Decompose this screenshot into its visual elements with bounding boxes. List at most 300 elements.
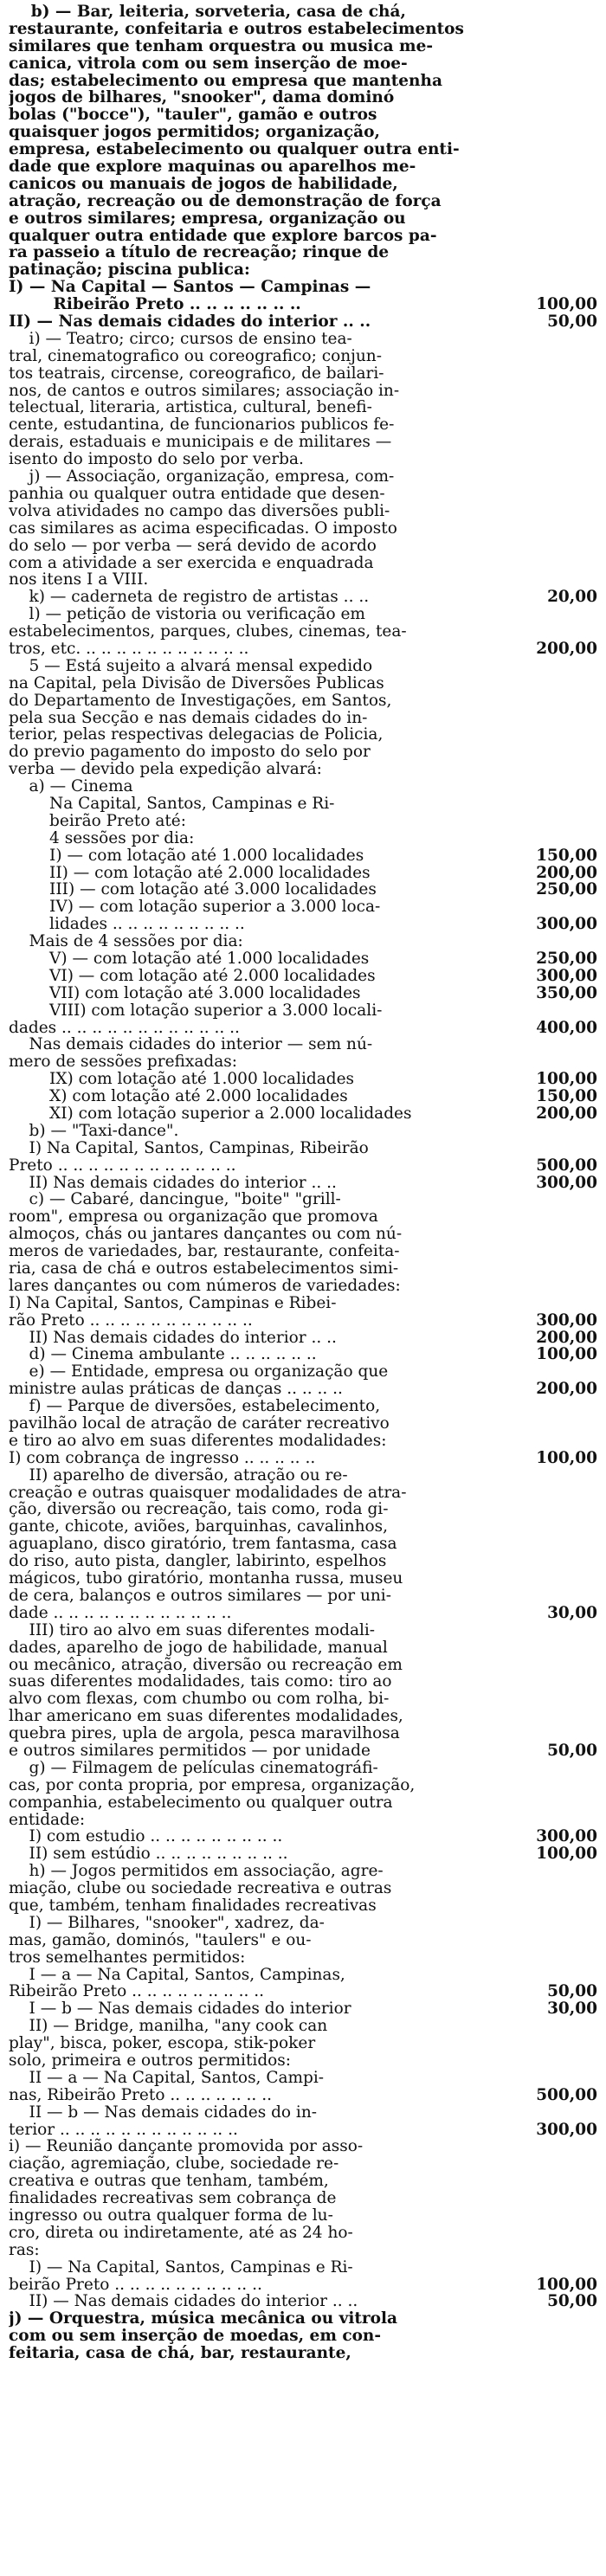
text-line (9, 2190, 597, 2207)
text-line (9, 898, 597, 916)
line-text: dade .. .. .. .. .. .. .. .. .. .. .. .. (9, 1604, 232, 1622)
text-line (9, 1708, 597, 1725)
line-text: nos itens I a VIII. (9, 571, 149, 589)
fee-value: 300,00 (536, 967, 597, 985)
line-text: 4 sessões por dia: (9, 829, 195, 847)
line-text: canicos ou manuais de jogos de habilidade, (9, 175, 398, 193)
line-text: II) — com lotação até 2.000 localidades (9, 864, 371, 882)
line-text: atração, recreação ou de demonstração de força (9, 192, 442, 210)
line-text: Ribeirão Preto .. .. .. .. .. .. .. (9, 296, 301, 314)
text-line (9, 2104, 597, 2122)
text-line (9, 313, 597, 331)
text-line (9, 1690, 597, 1708)
text-line (9, 55, 597, 73)
text-line (9, 348, 597, 365)
line-text: d) — Cinema ambulante .. .. .. .. .. .. (9, 1346, 317, 1364)
line-text: pavilhão local de atração de caráter recreativo (9, 1415, 390, 1433)
text-line (9, 1673, 597, 1690)
line-text: ras: (9, 2241, 40, 2259)
text-line (9, 1967, 597, 1984)
text-line (9, 261, 597, 279)
text-line (9, 1433, 597, 1450)
text-line (9, 1123, 597, 1140)
line-text: volva atividades no campo das diversões publi- (9, 502, 390, 520)
line-text: b) — Bar, leiteria, sorveteria, casa de chá, (9, 3, 406, 21)
fee-value: 300,00 (536, 1828, 597, 1846)
line-text: k) — caderneta de registro de artistas .. .. (9, 589, 370, 607)
text-line (9, 778, 597, 795)
fee-value: 100,00 (536, 1071, 597, 1089)
text-line (9, 1828, 597, 1845)
line-text: IX) com lotação até 1.000 localidades (9, 1071, 355, 1089)
line-text: aguaplano, disco giratório, trem fantasma, casa (9, 1536, 397, 1554)
line-text: terior, pelas respectivas delegacias de Policia, (9, 726, 384, 744)
line-text: room", empresa ou organização que promova (9, 1208, 378, 1227)
fee-value: 200,00 (536, 1329, 597, 1347)
line-text: beirão Preto .. .. .. .. .. .. .. .. .. .. (9, 2276, 262, 2294)
text-line (9, 2173, 597, 2190)
fee-value: 50,00 (547, 313, 597, 331)
line-text: do selo — por verba — será devido de acordo (9, 537, 377, 555)
text-line (9, 38, 597, 55)
text-line (9, 2052, 597, 2070)
line-text: ra passeio a título de recreação; rinque de (9, 244, 390, 262)
text-line (9, 1071, 597, 1088)
text-line (9, 520, 597, 538)
text-line (9, 124, 597, 141)
text-line (9, 365, 597, 383)
line-text: cente, estudantina, de funcionarios publicos fe- (9, 416, 395, 435)
text-line (9, 1863, 597, 1880)
text-line (9, 1157, 597, 1175)
fee-value: 30,00 (547, 2000, 597, 2019)
line-text: finalidades recreativas sem cobrança de (9, 2190, 337, 2207)
line-text: isento do imposto do selo por verba. (9, 451, 304, 469)
line-text: Na Capital, Santos, Campinas e Ri- (9, 795, 335, 813)
line-text: I — a — Na Capital, Santos, Campinas, (9, 1966, 345, 1984)
text-line (9, 795, 597, 813)
text-line (9, 1501, 597, 1518)
text-line (9, 2328, 597, 2345)
line-text: e outros similares; empresa, organização ou (9, 209, 406, 228)
line-text: VII) com lotação até 3.000 localidades (9, 984, 361, 1002)
line-text: XI) com lotação superior a 2.000 localidades (9, 1105, 412, 1123)
text-line (9, 2225, 597, 2242)
line-text: 5 — Está sujeito a alvará mensal expedido (9, 657, 373, 675)
text-line (9, 710, 597, 727)
text-line (9, 2000, 597, 2018)
fee-value: 200,00 (536, 1381, 597, 1399)
text-line (9, 1639, 597, 1657)
fee-value: 50,00 (547, 1742, 597, 1760)
line-text: ria, casa de chá e outros estabelecimentos simi- (9, 1260, 399, 1278)
text-line (9, 21, 597, 38)
text-line (9, 1175, 597, 1192)
text-line (9, 1812, 597, 1829)
text-line (9, 571, 597, 589)
line-text: cas, por conta propria, por empresa, organização, (9, 1776, 416, 1794)
text-line (9, 1002, 597, 1020)
text-line (9, 1605, 597, 1622)
line-text: quaisquer jogos permitidos; organização, (9, 124, 380, 142)
line-text: e tiro ao alvo em suas diferentes modalidades: (9, 1432, 387, 1450)
text-line (9, 2122, 597, 2139)
line-text: I) com cobrança de ingresso .. .. .. .. .. (9, 1449, 316, 1467)
fee-value: 250,00 (536, 881, 597, 899)
line-text: I) Na Capital, Santos, Campinas e Ribei- (9, 1294, 337, 1312)
text-line (9, 468, 597, 486)
line-text: dades, aparelho de jogo de habilidade, manual (9, 1639, 388, 1657)
text-line (9, 1880, 597, 1897)
line-text: IV) — com lotação superior a 3.000 loca- (9, 898, 381, 917)
line-text: mas, gamão, dominós, "taulers" e ou- (9, 1931, 312, 1949)
line-text: ministre aulas práticas de danças .. .. .. .. (9, 1381, 343, 1399)
text-line (9, 623, 597, 641)
text-line (9, 2242, 597, 2259)
line-text: Mais de 4 sessões por dia: (9, 933, 243, 950)
line-text: beirão Preto até: (9, 812, 186, 830)
text-line (9, 933, 597, 950)
fee-value: 300,00 (536, 2121, 597, 2139)
line-text: miação, clube ou sociedade recreativa e outras (9, 1880, 392, 1897)
text-line (9, 1381, 597, 1398)
line-text: feitaria, casa de chá, bar, restaurante, (9, 2345, 351, 2363)
fee-value: 100,00 (536, 1845, 597, 1864)
line-text: ou mecânico, atração, diversão ou recreação em (9, 1656, 403, 1674)
line-text: i) — Reunião dançante promovida por asso- (9, 2138, 364, 2156)
line-text: das; estabelecimento ou empresa que mantenha (9, 72, 442, 90)
line-text: III) — com lotação até 3.000 localidades (9, 881, 377, 899)
text-line (9, 228, 597, 245)
line-text: Ribeirão Preto .. .. .. .. .. .. .. .. .. (9, 1983, 265, 2001)
line-text: I — b — Nas demais cidades do interior (9, 2000, 351, 2019)
line-text: II) — Bridge, manilha, "any cook can (9, 2018, 328, 2036)
text-line (9, 675, 597, 692)
fee-value: 400,00 (536, 1019, 597, 1037)
line-text: creação e outras quaisquer modalidades de atra- (9, 1484, 407, 1502)
text-line (9, 1725, 597, 1742)
line-text: do riso, auto pista, dangler, labirinto, espelhos (9, 1553, 387, 1571)
line-text: gante, chicote, aviões, barquinhas, cavalinhos, (9, 1518, 389, 1536)
text-line (9, 1536, 597, 1553)
line-text: e outros similares permitidos — por unidade (9, 1742, 371, 1760)
fee-value: 50,00 (547, 1983, 597, 2001)
text-line (9, 1243, 597, 1260)
line-text: cro, direta ou indiretamente, até as 24 ho- (9, 2224, 353, 2242)
line-text: g) — Filmagem de películas cinematográfi- (9, 1759, 378, 1777)
text-line (9, 658, 597, 675)
line-text: do previo pagamento do imposto do selo por (9, 744, 371, 762)
text-line (9, 1794, 597, 1812)
fee-value: 500,00 (536, 1156, 597, 1175)
fee-value: 300,00 (536, 1311, 597, 1330)
line-text: Preto .. .. .. .. .. .. .. .. .. .. .. .. (9, 1156, 236, 1175)
line-text: Nas demais cidades do interior — sem nú- (9, 1036, 373, 1054)
line-text: creativa e outras que tenham, também, (9, 2173, 329, 2191)
line-text: almoços, chás ou jantares dançantes ou com nú- (9, 1226, 403, 1244)
text-line (9, 89, 597, 106)
text-line (9, 1140, 597, 1157)
text-line (9, 1278, 597, 1295)
line-text: tros semelhantes permitidos: (9, 1948, 246, 1967)
text-line (9, 589, 597, 606)
text-line (9, 141, 597, 158)
text-line (9, 1330, 597, 1347)
fee-value: 150,00 (536, 1088, 597, 1105)
text-line (9, 968, 597, 985)
line-text: j) — Associação, organização, empresa, com- (9, 468, 395, 486)
line-text: a) — Cinema (9, 778, 133, 795)
text-line (9, 813, 597, 830)
line-text: lares dançantes ou com números de variedades: (9, 1277, 401, 1295)
line-text: qualquer outra entidade que explore barcos pa- (9, 227, 437, 245)
line-text: II — b — Nas demais cidades do in- (9, 2103, 318, 2122)
line-text: estabelecimentos, parques, clubes, cinemas, tea- (9, 623, 407, 641)
text-line (9, 2155, 597, 2173)
text-line (9, 383, 597, 400)
fee-value: 250,00 (536, 950, 597, 968)
line-text: companhia, estabelecimento ou qualquer outra (9, 1794, 393, 1812)
fee-value: 200,00 (536, 1105, 597, 1123)
line-text: nos, de cantos e outros similares; associação in- (9, 382, 400, 400)
text-line (9, 985, 597, 1002)
text-line (9, 2277, 597, 2294)
fee-value: 100,00 (536, 1346, 597, 1364)
line-text: com a atividade a ser exercida e enquadrada (9, 554, 374, 572)
text-line (9, 830, 597, 847)
line-text: derais, estaduais e municipais e de militares — (9, 434, 392, 452)
fee-value: 30,00 (547, 1604, 597, 1622)
text-line (9, 244, 597, 261)
text-line (9, 1450, 597, 1467)
fee-value: 20,00 (547, 589, 597, 607)
line-text: patinação; piscina publica: (9, 261, 250, 280)
text-line (9, 538, 597, 555)
line-text: com ou sem inserção de moedas, em con- (9, 2328, 382, 2346)
text-line (9, 2035, 597, 2052)
text-line (9, 1845, 597, 1863)
line-text: mágicos, tubo giratório, montanha russa, museu (9, 1570, 403, 1587)
line-text: restaurante, confeitaria e outros estabelecimentos (9, 20, 464, 38)
line-text: V) — com lotação até 1.000 localidades (9, 950, 370, 968)
line-text: terior .. .. .. .. .. .. .. .. .. .. .. .. (9, 2121, 238, 2139)
line-text: X) com lotação até 2.000 localidades (9, 1088, 348, 1105)
line-text: II) — Nas demais cidades do interior .. .. (9, 313, 371, 331)
line-text: l) — petição de vistoria ou verificação em (9, 606, 365, 624)
line-text: empresa, estabelecimento ou qualquer outra enti- (9, 141, 460, 159)
line-text: f) — Parque de diversões, estabelecimento, (9, 1398, 381, 1416)
line-text: jogos de bilhares, "snooker", dama dominó (9, 89, 395, 107)
line-text: I) — com lotação até 1.000 localidades (9, 847, 364, 865)
text-line (9, 726, 597, 744)
text-line (9, 1226, 597, 1243)
line-text: lhar americano em suas diferentes modalidades, (9, 1708, 403, 1726)
text-line (9, 2293, 597, 2310)
line-text: II) sem estúdio .. .. .. .. .. .. .. .. .. (9, 1845, 288, 1864)
line-text: II) Nas demais cidades do interior .. .. (9, 1174, 337, 1192)
text-line (9, 692, 597, 710)
text-line (9, 73, 597, 90)
text-line (9, 1260, 597, 1278)
text-line (9, 1415, 597, 1433)
line-text: II) — Nas demais cidades do interior .. .. (9, 2293, 358, 2311)
text-line (9, 1777, 597, 1794)
fee-value: 150,00 (536, 847, 597, 865)
text-line (9, 503, 597, 520)
line-text: I) — Bilhares, "snooker", xadrez, da- (9, 1914, 325, 1932)
text-line (9, 2345, 597, 2362)
line-text: play", bisca, poker, escopa, stik-poker (9, 2035, 316, 2052)
text-line (9, 1312, 597, 1330)
line-text: solo, primeira e outros permitidos: (9, 2051, 292, 2070)
fee-value: 100,00 (536, 1449, 597, 1467)
text-line (9, 1191, 597, 1208)
line-text: b) — "Taxi-dance". (9, 1122, 179, 1140)
text-line (9, 399, 597, 416)
line-text: VIII) com lotação superior a 3.000 locali- (9, 1001, 383, 1020)
line-text: II) Nas demais cidades do interior .. .. (9, 1329, 337, 1347)
line-text: meros de variedades, bar, restaurante, confeita- (9, 1243, 400, 1261)
text-line (9, 1622, 597, 1639)
text-line (9, 1484, 597, 1502)
text-line (9, 451, 597, 468)
text-line (9, 2018, 597, 2035)
text-line (9, 2087, 597, 2104)
text-line (9, 176, 597, 193)
text-line (9, 744, 597, 761)
line-text: tos teatrais, circense, coreografico, de bailari- (9, 364, 384, 383)
line-text: que, também, tenham finalidades recreativas (9, 1897, 377, 1915)
text-line (9, 279, 597, 296)
text-line (9, 1036, 597, 1053)
text-line (9, 1020, 597, 1037)
line-text: h) — Jogos permitidos em associação, agre- (9, 1863, 384, 1881)
line-text: quebra pires, upla de argola, pesca maravilhosa (9, 1725, 400, 1742)
text-line (9, 1398, 597, 1415)
line-text: suas diferentes modalidades, tais como: tiro ao (9, 1673, 392, 1691)
text-line (9, 486, 597, 503)
line-text: na Capital, pela Divisão de Diversões Publicas (9, 674, 384, 692)
text-line (9, 1346, 597, 1363)
text-line (9, 1053, 597, 1071)
text-line (9, 1363, 597, 1381)
text-line (9, 1983, 597, 2000)
text-line (9, 210, 597, 228)
line-text: verba — devido pela expedição alvará: (9, 761, 322, 779)
line-text: de cera, balanços e outros similares — por uni- (9, 1587, 391, 1605)
text-line (9, 106, 597, 124)
line-text: I) com estudio .. .. .. .. .. .. .. .. .. (9, 1828, 283, 1846)
line-text: dade que explore maquinas ou aparelhos me- (9, 158, 416, 176)
text-line (9, 1295, 597, 1312)
text-line (9, 1949, 597, 1967)
fee-value: 100,00 (536, 2276, 597, 2294)
line-text: II) aparelho de diversão, atração ou re- (9, 1466, 348, 1484)
fee-value: 500,00 (536, 2086, 597, 2104)
text-line (9, 555, 597, 572)
text-line (9, 1553, 597, 1570)
line-text: ção, diversão ou recreação, tais como, roda gi- (9, 1501, 389, 1519)
text-line (9, 296, 597, 313)
text-line (9, 2138, 597, 2155)
text-line (9, 761, 597, 778)
line-text: telectual, literaria, artistica, cultural, benefi- (9, 399, 372, 417)
text-line (9, 1932, 597, 1949)
text-line (9, 1657, 597, 1674)
fee-value: 100,00 (536, 296, 597, 314)
line-text: tral, cinematografico ou coreografico; conjun- (9, 347, 382, 365)
text-line (9, 2259, 597, 2277)
line-text: ciação, agremiação, clube, sociedade re- (9, 2155, 339, 2174)
text-line (9, 1518, 597, 1536)
text-line (9, 1915, 597, 1932)
line-text: I) — Na Capital — Santos — Campinas — (9, 279, 371, 297)
text-line (9, 2070, 597, 2087)
line-text: panhia ou qualquer outra entidade que desen- (9, 485, 385, 503)
line-text: nas, Ribeirão Preto .. .. .. .. .. .. .. (9, 2086, 272, 2104)
line-text: bolas ("bocce"), "tauler", gamão e outros (9, 106, 377, 125)
text-line (9, 158, 597, 176)
text-line (9, 1760, 597, 1777)
line-text: mero de sessões prefixadas: (9, 1053, 237, 1072)
line-text: ingresso ou outra qualquer forma de lu- (9, 2207, 333, 2225)
text-line (9, 1105, 597, 1123)
text-line (9, 950, 597, 968)
text-line (9, 606, 597, 623)
text-line (9, 3, 597, 21)
line-text: pela sua Secção e nas demais cidades do in- (9, 709, 368, 727)
text-line (9, 1587, 597, 1605)
line-text: entidade: (9, 1811, 86, 1829)
line-text: similares que tenham orquestra ou musica me- (9, 37, 434, 55)
line-text: lidades .. .. .. .. .. .. .. .. .. (9, 916, 245, 934)
fee-value: 200,00 (536, 864, 597, 882)
text-line (9, 916, 597, 933)
line-text: dades .. .. .. .. .. .. .. .. .. .. .. .. (9, 1019, 240, 1037)
line-text: III) tiro ao alvo em suas diferentes modali- (9, 1621, 376, 1639)
text-line (9, 193, 597, 210)
text-line (9, 1088, 597, 1105)
fee-value: 200,00 (536, 640, 597, 658)
line-text: tros, etc. .. .. .. .. .. .. .. .. .. .. .. (9, 640, 249, 658)
text-line (9, 434, 597, 451)
text-line (9, 1570, 597, 1587)
text-line (9, 641, 597, 658)
line-text: I) Na Capital, Santos, Campinas, Ribeirão (9, 1139, 369, 1157)
line-text: VI) — com lotação até 2.000 localidades (9, 967, 376, 985)
line-text: do Departamento de Investigações, em Santos, (9, 692, 392, 710)
text-line (9, 881, 597, 898)
fee-value: 350,00 (536, 984, 597, 1002)
line-text: II — a — Na Capital, Santos, Campi- (9, 2069, 325, 2087)
text-line (9, 2310, 597, 2328)
line-text: c) — Cabaré, dancingue, "boite" "grill- (9, 1191, 341, 1209)
line-text: i) — Teatro; circo; cursos de ensino tea- (9, 330, 352, 348)
text-line (9, 865, 597, 882)
text-line (9, 2207, 597, 2225)
fee-value: 300,00 (536, 916, 597, 934)
line-text: j) — Orquestra, música mecânica ou vitrola (9, 2310, 398, 2328)
text-line (9, 1742, 597, 1760)
text-line (9, 1897, 597, 1915)
line-text: canica, vitrola com ou sem inserção de moe- (9, 55, 408, 73)
text-line (9, 1467, 597, 1484)
line-text: alvo com flexas, com chumbo ou com rolha, bi- (9, 1690, 390, 1709)
fee-value: 300,00 (536, 1174, 597, 1192)
line-text: rão Preto .. .. .. .. .. .. .. .. .. .. .. (9, 1311, 253, 1330)
text-line (9, 331, 597, 348)
line-text: I) — Na Capital, Santos, Campinas e Ri- (9, 2258, 353, 2277)
